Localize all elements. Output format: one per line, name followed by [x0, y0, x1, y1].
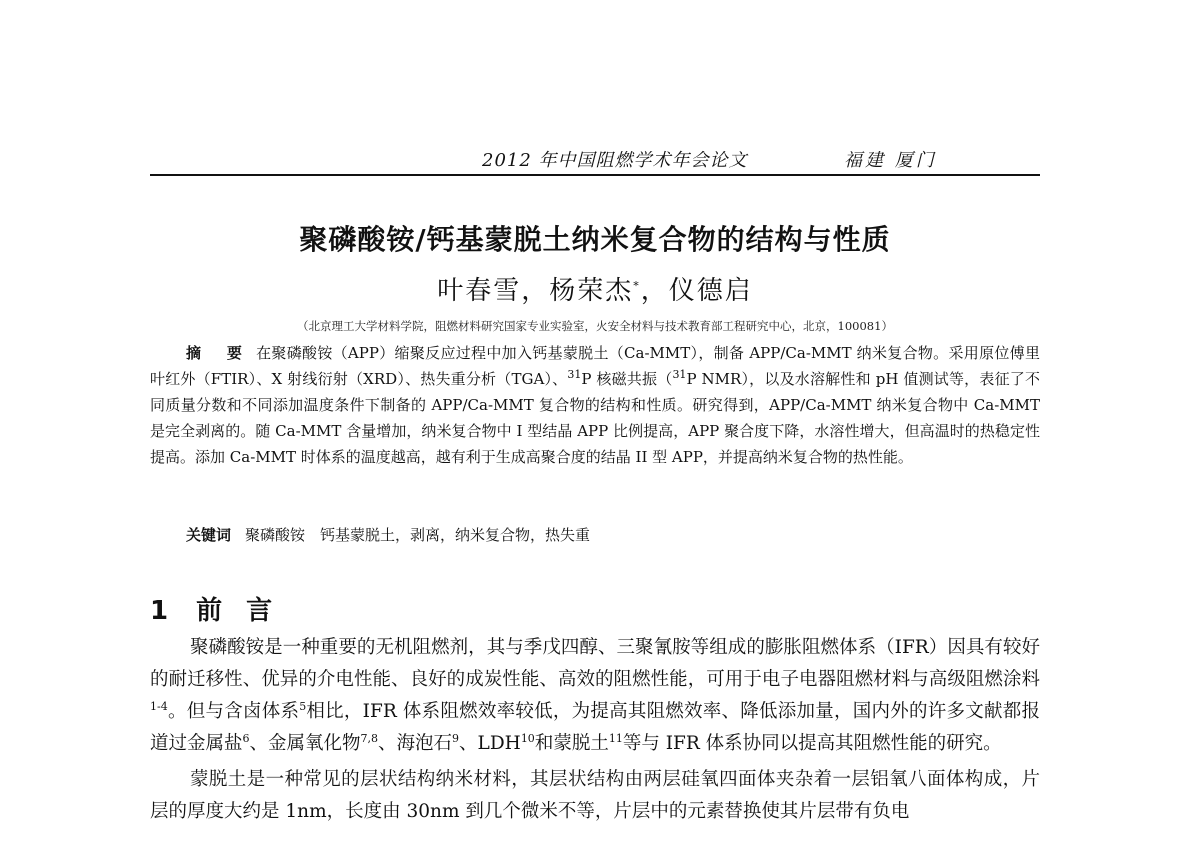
citation-10: 10: [520, 731, 535, 745]
running-header: [150, 146, 1040, 176]
abstract: [150, 340, 1040, 470]
affiliation: （北京理工大学材料学院，阻燃材料研究国家专业实验室，火安全材料与技术教育部工程研究中心，北京，100081）: [297, 319, 893, 333]
abstract-sup-2: 31: [672, 368, 687, 381]
p1-text-3: 相比，IFR 体系阻燃效率较低，为提高其阻燃效率、降低添加量，国内外的许多文献都报道过金属盐: [150, 701, 1040, 754]
abstract-label: 摘 要: [186, 344, 253, 362]
section-heading: [150, 590, 296, 627]
p1-text-4: 、金属氧化物: [249, 733, 361, 754]
abstract-text-1: 在聚磷酸铵（APP）缩聚反应过程中加入钙基蒙脱土（Ca-MMT），制备 APP/Ca-MMT 纳米复合物。采用原位傅里叶红外（FTIR）、X 射线衍射（XRD）、热失重分析（TGA）、: [150, 344, 1040, 388]
section-body: [150, 632, 1040, 828]
paper-title: 聚磷酸铵/钙基蒙脱土纳米复合物的结构与性质: [299, 223, 891, 256]
p1-text-2: 。但与含卤体系: [167, 701, 300, 722]
citation-5: 5: [299, 699, 307, 713]
keywords: [186, 524, 1040, 545]
abstract-text-2: P 核磁共振（: [581, 370, 673, 388]
keywords-text: 聚磷酸铵 钙基蒙脱土，剥离，纳米复合物，热失重: [245, 526, 591, 544]
paragraph-1: [150, 632, 1040, 760]
citation-7-8: 7,8: [360, 731, 379, 745]
p1-text-5: 、海泡石: [378, 733, 453, 754]
citation-6: 6: [242, 731, 250, 745]
section-title: 前言: [196, 596, 297, 626]
authors-part-2: ，仪德启: [640, 276, 753, 306]
citation-9: 9: [452, 731, 460, 745]
citation-1-4: 1-4: [150, 699, 168, 713]
p1-text-7: 和蒙脱土: [534, 733, 609, 754]
conference-location: 福建 厦门: [844, 150, 937, 171]
p1-text-8: 等与 IFR 体系协同以提高其阻燃性能的研究。: [622, 733, 1002, 754]
section-number: 1: [150, 596, 171, 626]
abstract-text-3: P NMR），以及水溶解性和 pH 值测试等，表征了不同质量分数和不同添加温度条件下制备的 APP/Ca-MMT 复合物的结构和性质。研究得到，APP/Ca-MMT 纳米复合物中 Ca-MMT 是完全剥离的。随 Ca-MMT 含量增加，纳米复合物中 I 型结晶 APP 比例提高，APP 聚合度下降，水溶性增大，但高温时的热稳定性提高。添加 Ca-MMT 时体系的温度越高，越有利于生成高聚合度的结晶 II 型 APP，并提高纳米复合物的热性能。: [150, 370, 1040, 466]
paragraph-2: 蒙脱土是一种常见的层状结构纳米材料，其层状结构由两层硅氧四面体夹杂着一层铝氧八面体构成，片层的厚度大约是 1nm，长度由 30nm 到几个微米不等，片层中的元素替换使其片层带有负电: [150, 769, 1040, 822]
p1-text-6: 、LDH: [459, 733, 521, 754]
keywords-label: 关键词: [186, 526, 232, 544]
p1-text-1: 聚磷酸铵是一种重要的无机阻燃剂，其与季戊四醇、三聚氰胺等组成的膨胀阻燃体系（IFR）因具有较好的耐迁移性、优异的介电性能、良好的成炭性能、高效的阻燃性能，可用于电子电器阻燃材料与高级阻燃涂料: [150, 637, 1040, 690]
corresponding-author-mark: *: [633, 279, 641, 293]
author-list: [150, 270, 1040, 307]
abstract-sup-1: 31: [567, 368, 582, 381]
authors-part-1: 叶春雪，杨荣杰: [437, 276, 634, 306]
conference-name: 2012 年中国阻燃学术年会论文: [482, 150, 748, 171]
citation-11: 11: [608, 731, 623, 745]
